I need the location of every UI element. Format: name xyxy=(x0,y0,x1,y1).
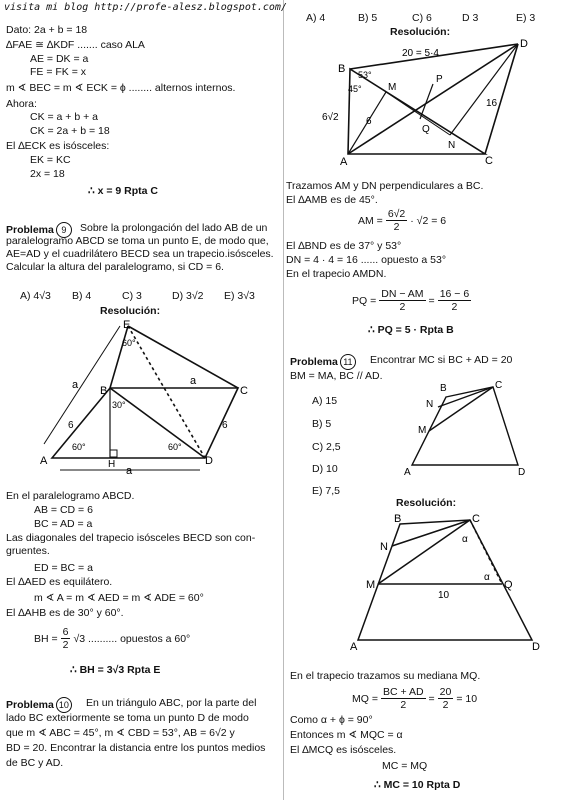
label-alpha-c: α xyxy=(462,534,468,545)
problem-heading: Problema 9 xyxy=(6,222,72,238)
label-m: M xyxy=(418,425,427,436)
formula-pq: PQ = $\frac{DN - AM}{2}$ = $\frac{16 - 6}{2}$ xyxy=(352,288,470,313)
option: D 3 xyxy=(462,12,479,24)
label-c: C xyxy=(240,385,248,397)
resolucion-heading: Resolución: xyxy=(396,497,457,509)
solution-line: Entonces m ∢ MQC = α xyxy=(290,729,403,741)
label-d: D xyxy=(205,455,213,467)
solution-line: Dato: 2a + b = 18 xyxy=(6,24,88,36)
problem-text: BM = MA, BC // AD. xyxy=(290,370,383,382)
label-alpha-q: α xyxy=(484,572,490,583)
label-angle-45: 45° xyxy=(348,84,362,94)
segment-ec xyxy=(128,326,238,388)
solution-line: MC = MQ xyxy=(382,760,428,772)
problem-text: paralelogramo ABCD se toma un punto E, de modo que, xyxy=(6,235,269,247)
label-a-side: a xyxy=(72,379,79,391)
problem-text: Calcular la altura del paralelogramo, si CD = 6. xyxy=(6,261,224,273)
answer-line: ∴ x = 9 Rpta C xyxy=(88,185,158,197)
solution-line: El ∆AHB es de 30° y 60°. xyxy=(6,607,124,619)
option: B) 4 xyxy=(72,290,92,302)
figure-trapezoid-small xyxy=(400,375,530,480)
label-angle-60-right: 60° xyxy=(168,442,182,452)
answer-line: ∴ MC = 10 Rpta D xyxy=(374,779,461,791)
solution-line: CK = 2a + b = 18 xyxy=(30,125,110,137)
segment-mc xyxy=(378,520,470,584)
solution-line: ∆FAE ≅ ∆KDF ....... caso ALA xyxy=(6,39,145,51)
problem-heading: Problema 10 xyxy=(6,697,72,713)
label-angle-30: 30° xyxy=(112,400,126,410)
option: C) 2,5 xyxy=(312,441,341,453)
label-m: M xyxy=(388,82,397,93)
option: E) 3 xyxy=(516,12,536,24)
label-a-mid: a xyxy=(190,375,197,387)
label-a: A xyxy=(340,156,348,168)
segment-mn xyxy=(386,92,450,135)
option: B) 5 xyxy=(312,418,332,430)
label-b: B xyxy=(338,63,346,75)
solution-line: AB = CD = 6 xyxy=(34,504,93,516)
label-bd: 20 = 5·4 xyxy=(402,48,439,59)
resolucion-heading: Resolución: xyxy=(100,305,161,317)
label-a-bottom: a xyxy=(126,465,133,477)
label-angle-60-left: 60° xyxy=(72,442,86,452)
column-separator xyxy=(283,0,284,800)
solution-line: gruentes. xyxy=(6,545,50,557)
solution-line: m ∢ BEC = m ∢ ECK = ϕ ........ alternos internos. xyxy=(6,82,236,94)
option: E) 3√3 xyxy=(224,290,255,302)
solution-line: Como α + ϕ = 90° xyxy=(290,714,373,726)
problem-text: En un triángulo ABC, por la parte del xyxy=(86,697,257,709)
option: E) 7,5 xyxy=(312,485,341,497)
label-angle-60-top: 60° xyxy=(122,338,136,348)
option: C) 6 xyxy=(412,12,432,24)
segment-pq xyxy=(420,84,433,119)
label-a: A xyxy=(40,455,48,467)
solution-line: BC = AD = a xyxy=(34,518,93,530)
formula-bh: BH = $\frac{6}{2}$ √3 .......... opuestos a 60° xyxy=(34,626,191,651)
option: B) 5 xyxy=(358,12,378,24)
label-six-left: 6 xyxy=(68,420,74,431)
label-d: D xyxy=(518,467,526,478)
label-c: C xyxy=(485,155,493,167)
problem-text: BD = 20. Encontrar la distancia entre los puntos medios xyxy=(6,742,266,754)
problem-text: AE=AD y el cuadrilátero BECD sea un trapecio.isósceles. xyxy=(6,248,274,260)
option: D) 10 xyxy=(312,463,338,475)
solution-line: El ∆MCQ es isósceles. xyxy=(290,744,397,756)
resolucion-heading: Resolución: xyxy=(390,26,451,38)
option: A) 4√3 xyxy=(20,290,51,302)
formula-am: AM = $\frac{6√2}{2}$ · √2 = 6 xyxy=(358,208,447,233)
diagonal-bd xyxy=(110,388,205,458)
formula-mq: MQ = $\frac{BC + AD}{2}$ = $\frac{20}{2}$ = 10 xyxy=(352,686,478,711)
figure-trapezoid-large xyxy=(336,512,556,652)
problem-text: Sobre la prolongación del lado AB de un xyxy=(80,222,268,234)
solution-line: EK = KC xyxy=(30,154,71,166)
segment-be xyxy=(110,326,128,388)
label-d: D xyxy=(520,38,528,50)
label-six-right: 6 xyxy=(222,420,228,431)
right-angle-h xyxy=(110,450,117,457)
problem-heading: Problema 11 xyxy=(290,354,356,370)
solution-line: 2x = 18 xyxy=(30,168,65,180)
solution-line: Ahora: xyxy=(6,98,37,110)
option: D) 3√2 xyxy=(172,290,204,302)
figure-triangle-abc xyxy=(290,34,562,174)
figure-parallelogram xyxy=(0,318,280,477)
label-ab: 6√2 xyxy=(322,112,339,123)
label-a: A xyxy=(350,641,358,653)
solution-line: En el trapecio AMDN. xyxy=(286,268,387,280)
label-e: E xyxy=(123,319,131,331)
label-n: N xyxy=(448,140,456,151)
option: A) 15 xyxy=(312,395,338,407)
solution-line: En el paralelogramo ABCD. xyxy=(6,490,135,502)
label-sixteen: 16 xyxy=(486,98,498,109)
solution-line: ED = BC = a xyxy=(34,562,93,574)
option: A) 4 xyxy=(306,12,326,24)
solution-line: DN = 4 · 4 = 16 ...... opuesto a 53° xyxy=(286,254,447,266)
problem-text: que m ∢ ABC = 45°, m ∢ CBD = 53°, AB = 6√2 y xyxy=(6,727,235,739)
answer-line: ∴ PQ = 5 · Rpta B xyxy=(368,324,454,336)
label-b: B xyxy=(100,385,108,397)
label-c: C xyxy=(472,513,480,525)
label-q: Q xyxy=(422,124,430,135)
solution-line: Trazamos AM y DN perpendiculares a BC. xyxy=(286,180,484,192)
solution-line: m ∢ A = m ∢ AED = m ∢ ADE = 60° xyxy=(34,592,204,604)
label-d: D xyxy=(532,641,540,653)
option: C) 3 xyxy=(122,290,142,302)
solution-line: El ∆AMB es de 45°. xyxy=(286,194,378,206)
solution-line: El ∆AED es equilátero. xyxy=(6,576,113,588)
answer-line: ∴ BH = 3√3 Rpta E xyxy=(70,664,161,676)
problem-text: lado BC exteriormente se toma un punto D de modo xyxy=(6,712,249,724)
label-b: B xyxy=(440,383,447,394)
label-a: A xyxy=(404,467,411,478)
perp-dn xyxy=(450,44,518,135)
label-six: 6 xyxy=(366,116,372,127)
label-n: N xyxy=(426,399,434,410)
problem-text: de BC y AD. xyxy=(6,757,64,769)
solution-line: AE = DK = a xyxy=(30,53,89,65)
label-p: P xyxy=(436,74,443,85)
label-m: M xyxy=(366,579,376,591)
label-c: C xyxy=(495,380,503,391)
label-q: Q xyxy=(504,579,513,591)
label-b: B xyxy=(394,513,402,525)
solution-line: Las diagonales del trapecio isósceles BECD son con- xyxy=(6,532,256,544)
problem-text: Encontrar MC si BC + AD = 20 xyxy=(370,354,513,366)
diagonal-ed xyxy=(128,326,205,458)
solution-line: El ∆ECK es isósceles: xyxy=(6,140,110,152)
label-n: N xyxy=(380,541,388,553)
solution-line: FE = FK = x xyxy=(30,66,87,78)
label-angle-53: 53° xyxy=(358,70,372,80)
label-h: H xyxy=(108,459,116,470)
solution-line: En el trapecio trazamos su mediana MQ. xyxy=(290,670,481,682)
label-ten: 10 xyxy=(438,590,450,601)
solution-line: CK = a + b + a xyxy=(30,111,99,123)
blog-url[interactable]: visita mi blog http://profe-alesz.blogspot.com/ xyxy=(4,2,287,13)
solution-line: El ∆BND es de 37° y 53° xyxy=(286,240,402,252)
arrow-a xyxy=(44,326,120,444)
